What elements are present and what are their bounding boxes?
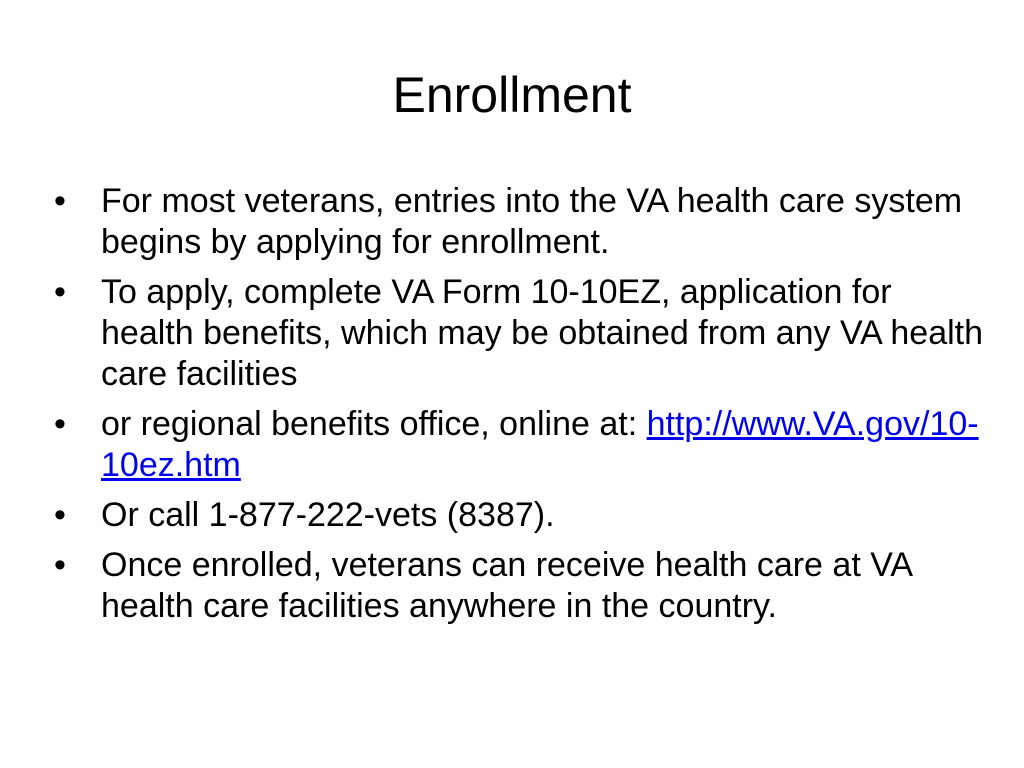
bullet-item <box>54 181 984 263</box>
bullet-item <box>54 495 984 536</box>
bullet-item <box>54 404 984 486</box>
bullet-text: Or call 1-877-222-vets (8387). <box>101 496 555 534</box>
bullet-icon: • <box>54 405 66 443</box>
bullet-text: For most veterans, entries into the VA health care system begins by applying for enrollment. <box>101 182 963 261</box>
bullet-icon: • <box>54 496 66 534</box>
bullet-list <box>54 181 984 636</box>
bullet-item <box>54 545 984 627</box>
va-form-link[interactable]: http://www.VA.gov/10-10ez.htm <box>101 405 979 484</box>
bullet-text: or regional benefits office, online at: <box>101 405 647 443</box>
bullet-item <box>54 272 984 395</box>
bullet-icon: • <box>54 273 66 311</box>
slide-title: Enrollment <box>392 67 632 123</box>
bullet-icon: • <box>54 182 66 220</box>
bullet-text: Once enrolled, veterans can receive health care at VA health care facilities anywhere in the country. <box>101 546 912 625</box>
bullet-text: To apply, complete VA Form 10-10EZ, application for health benefits, which may be obtained from any VA health care facilities <box>101 273 984 393</box>
bullet-icon: • <box>54 546 66 584</box>
